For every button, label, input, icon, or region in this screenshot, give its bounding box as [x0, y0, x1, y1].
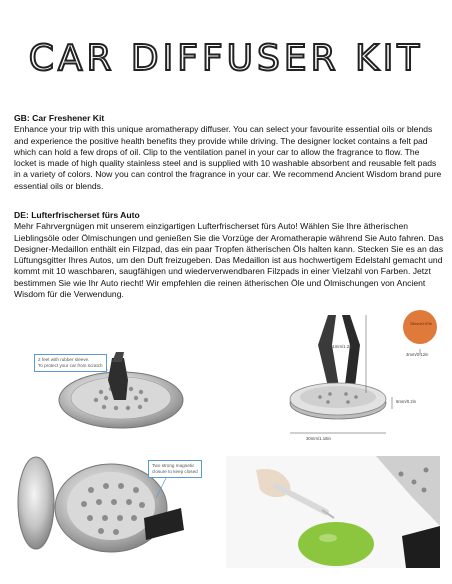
height-dimension: 31mm/1.2in	[330, 344, 353, 349]
gb-heading: GB: Car Freshener Kit	[14, 113, 105, 123]
dimension-diagram	[270, 305, 440, 445]
de-heading: DE: Lufterfrischerset fürs Auto	[14, 210, 140, 220]
de-body: Mehr Fahrvergnügen mit unserem einzigartigen Lufterfrischerset fürs Auto! Wählen Sie Ihre ätherischen Lieblingsöle oder Ölmischungen und genießen Sie die Vorzüge der Aromatherapie während Sie Auto fahren. Das Designer-Medaillon enthält ein Filzpad, das ein paar Tropfen ätherischen Öls halten kann. Stecken Sie es an das Lüftungsgitter Ihres Autos, um den Duft freizugeben. Das Medaillon ist aus hochwertigem Edelstahl gemacht und kommt mit 10 waschbaren, saugfähigen und wiederverwendbaren Filzpads in einer Vielzahl von Farben. Jetzt bestimmen Sie wie Ihr Auto riecht! Wir empfehlen die reinen ätherischen Öle und Ölmischungen von Ancient Wisdom für die Verwendung.	[14, 221, 444, 300]
diameter-dimension: 30mm/1.18in	[306, 436, 331, 441]
page-title: CAR DIFFUSER KIT	[28, 38, 424, 79]
de-section	[14, 210, 444, 300]
magnet-callout: Two strong magnetic closure to keep closed	[148, 460, 202, 478]
oil-drop-photo	[226, 456, 440, 568]
depth-dimension: 6mm/0.2in	[396, 399, 417, 404]
pad-diameter-label: 25mm/0.97in	[410, 322, 432, 326]
gb-section	[14, 113, 444, 192]
gb-body: Enhance your trip with this unique aromatherapy diffuser. You can select your favourite essential oils or blends and experience the positive health benefits they provide while driving. The designer locket contains a felt pad which can hold a few drops of oil. Clip to the ventilation panel in your car to allow the fragrance to flow. The locket is made of high quality stainless steel and is supplied with 10 washable absorbent and reusable felt pads in a variety of colors. Now you can control the fragrance in your car. We recommend Ancient Wisdom brand pure essential oils or blends.	[14, 124, 442, 191]
pad-thickness-label: 3mm/0.12in	[406, 352, 429, 357]
feet-callout: 2 feet with rubber sleeve. To protect your car from scratch	[34, 354, 107, 372]
